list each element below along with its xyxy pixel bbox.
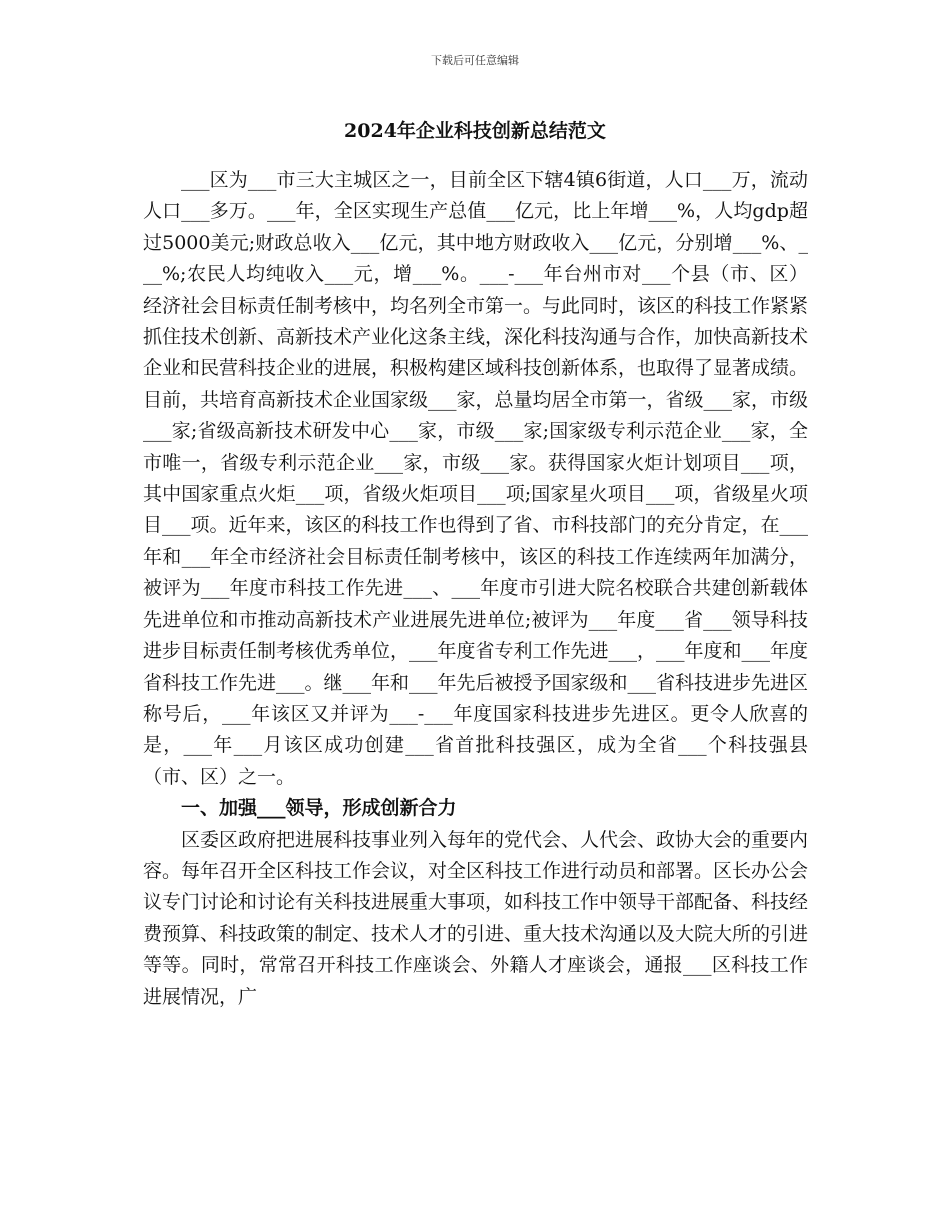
document-title: 2024年企业科技创新总结范文 [344, 120, 606, 142]
page-header-note: 下载后可任意编辑 [431, 54, 519, 67]
section-heading: 一、加强___领导，形成创新合力 [181, 797, 457, 820]
body-paragraph: 区委区政府把进展科技事业列入每年的党代会、人代会、政协大会的重要内容。每年召开全区科技工作会议，对全区科技工作进行动员和部署。区长办公会议专门讨论和讨论有关科技进展重大事项，如科技工作中领导干部配备、科技经费预算、科技政策的制定、技术人才的引进、重大技术沟通以及大院大所的引进等等。同时，常常召开科技工作座谈会、外籍人才座谈会，通报___区科技工作进展情况，广 [143, 828, 809, 1008]
body-paragraph: ___区为___市三大主城区之一，目前全区下辖4镇6街道，人口___万，流动人口___多万。___年，全区实现生产总值___亿元，比上年增___%，人均gdp超过5000美元;财政总收入___亿元，其中地方财政收入___亿元，分别增___%、___%;农民人均纯收入___元，增___%。___-___年台州市对___个县（市、区）经济社会目标责任制考核中，均名列全市第一。与此同时，该区的科技工作紧紧抓住技术创新、高新技术产业化这条主线，深化科技沟通与合作，加快高新技术企业和民营科技企业的进展，积极构建区域科技创新体系，也取得了显著成绩。目前，共培育高新技术企业国家级___家，总量均居全市第一，省级___家，市级___家;省级高新技术研发中心___家，市级___家;国家级专利示范企业___家，全市唯一，省级专利示范企业___家，市级___家。获得国家火炬计划项目___项，其中国家重点火炬___项，省级火炬项目___项;国家星火项目___项，省级星火项目___项。近年来，该区的科技工作也得到了省、市科技部门的充分肯定，在___年和___年全市经济社会目标责任制考核中，该区的科技工作连续两年加满分，被评为___年度市科技工作先进___、___年度市引进大院名校联合共建创新载体先进单位和市推动高新技术产业进展先进单位;被评为___年度___省___领导科技进步目标责任制考核优秀单位，___年度省专利工作先进___，___年度和___年度省科技工作先进___。继___年和___年先后被授予国家级和___省科技进步先进区称号后，___年该区又并评为___-___年度国家科技进步先进区。更令人欣喜的是，___年___月该区成功创建___省首批科技强区，成为全省___个科技强县（市、区）之一。 [143, 169, 809, 788]
document-body [143, 165, 808, 1013]
